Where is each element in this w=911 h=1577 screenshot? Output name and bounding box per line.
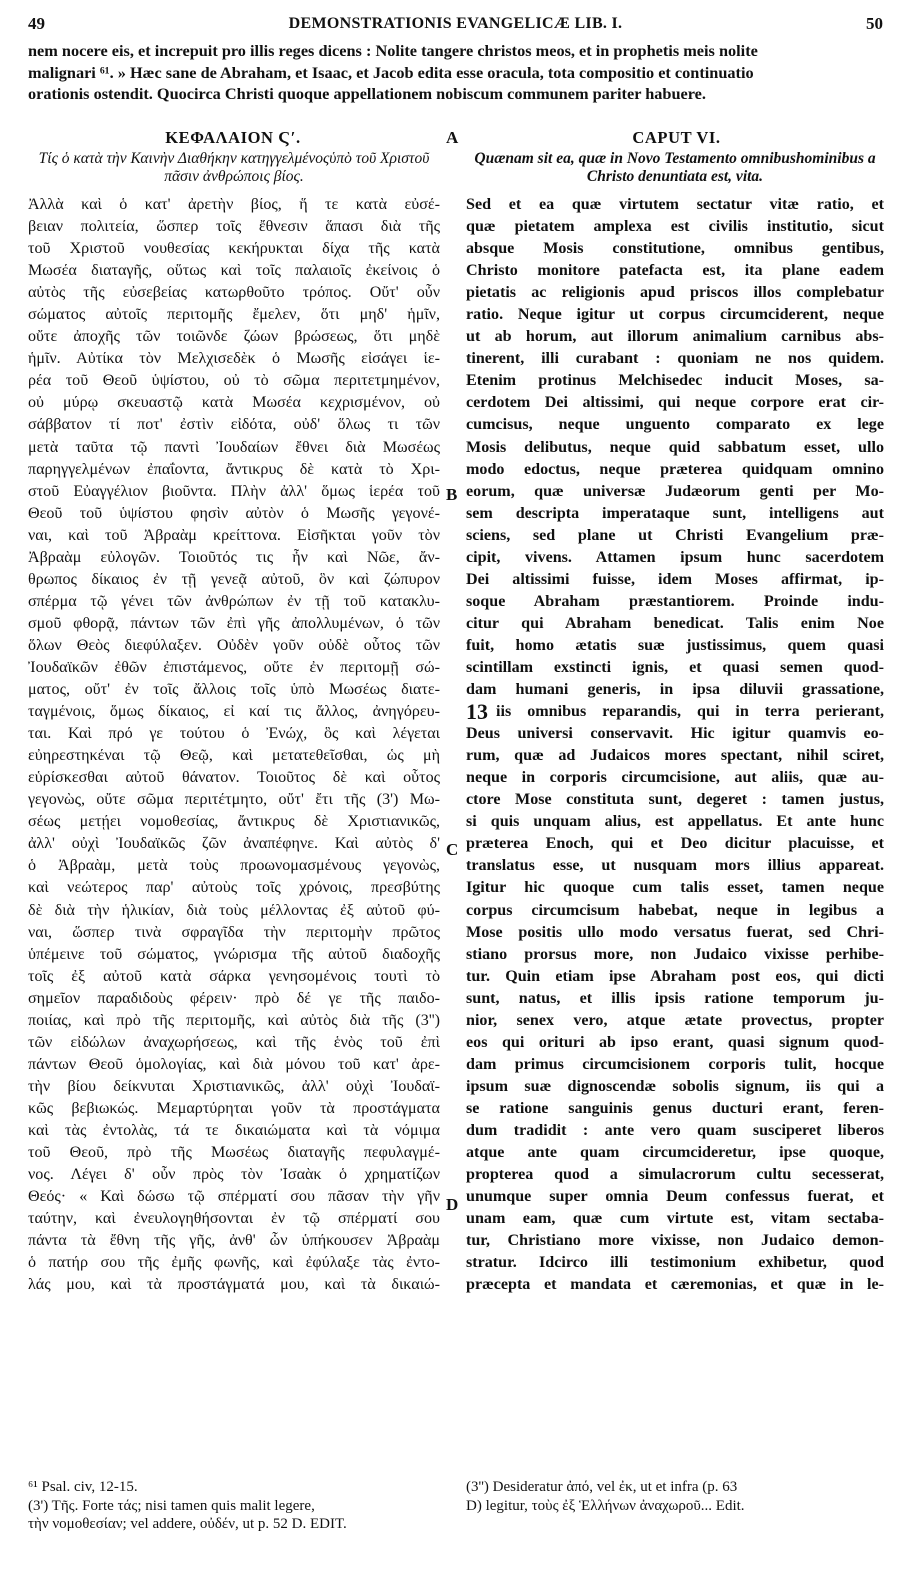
latin-text-line: Etenim protinus Melchisedec inducit Moses, sa- (466, 372, 884, 390)
greek-text-line: στοῦ Εὐαγγέλιον βιοῦντα. Πλὴν ἀλλ' ὅμως ἱερέα τοῦ (28, 482, 440, 500)
greek-text-line: τοῦ Θεοῦ, πρὸ τῆς Μωσέως διαταγῆς πεφυλαγμέ- (28, 1144, 440, 1162)
latin-text-line: translatus esse, ut nusquam mors illius appareat. (466, 857, 884, 875)
latin-text-line: Sed et ea quæ virtutem sectatur vitæ ratio, et (466, 196, 884, 213)
greek-text-line: μετὰ ταῦτα τῷ παντὶ Ἰουδαίων ἔθνει διὰ Μωσέως (28, 438, 440, 456)
latin-footnote-line: D) legitur, τοὺς ἐξ Ἑλλήνων ἀναχωροῦ... Edit. (466, 1497, 745, 1514)
greek-text-line: καὶ νεώτερος παρ' αὐτοὺς τοῖς χρόνοις, πρεσβύτης (28, 879, 440, 897)
margin-marker-c: C (446, 840, 459, 859)
greek-text-line: βειαν πολιτεία, ὥσπερ τοῖς ἔθνεσιν ἅπασι διὰ τῆς (28, 218, 440, 236)
latin-text-line: quæ pietatem amplexa est civilis institutio, sicut (466, 218, 884, 236)
greek-text-line: τὴν βίου δείκνυται Χριστιανικῶς, ἀλλ' οὐχὶ Ἰουδαϊ- (28, 1077, 440, 1095)
page-number-left: 49 (28, 14, 45, 33)
greek-text-line: Ἰουδαϊκῶν ἐθῶν ἐπιστάμενος, οὔτε ἐν περιτομῇ σώ- (28, 658, 440, 676)
inline-page-number: 13 (466, 699, 488, 724)
greek-text-line: τῶν εἰδώλων ἀναχωρήσεως, καὶ τῆς ἑνὸς τοῦ ἐπὶ (28, 1033, 440, 1051)
greek-text-line: ναι, καὶ τοῦ Ἀβραὰμ κρείττονα. Εἰσῆκται γοῦν τὸν (28, 526, 440, 544)
latin-text-line: soque Abraham præstantiorem. Proinde indu- (466, 592, 884, 610)
latin-text-line: Igitur hic quoque cum talis esset, tamen neque (466, 879, 884, 897)
greek-text-line: τοῖς ἐξ αὐτοῦ κατὰ σάρκα γενησομένοις τουτὶ τὸ (28, 967, 440, 985)
latin-text-line: fuit, homo ætatis suæ justissimus, quem quasi (466, 636, 884, 654)
latin-text-line: tur. Quin etiam ipse Abraham post eos, qui dicti (466, 967, 884, 985)
latin-text-line: se ratione sanguinis genus ducturi erant, feren- (466, 1099, 884, 1117)
greek-text-line: πάντα τὰ ἔθνη τῆς γῆς, ἀνθ' ὧν ὑπήκουσεν Ἀβραὰμ (28, 1232, 440, 1250)
greek-subtitle-line: Τίς ὁ κατὰ τὴν Καινὴν Διαθήκην κατηγγελμένος (38, 150, 330, 167)
latin-text-line: scintillam exstincti ignis, et quasi semen quod- (466, 658, 884, 676)
greek-text-line: καὶ τὰς ἐντολὰς, τά τε δικαιώματα καὶ τὰ νόμιμα (28, 1121, 440, 1139)
latin-text-line: stiano prorsus more, non Judaico vixisse perhibe- (466, 945, 884, 963)
latin-text-line: corpus circumcisum habebat, neque in legibus a (466, 901, 884, 919)
greek-column (28, 194, 440, 1296)
margin-marker-a: A (446, 128, 459, 147)
latin-text-line: citur qui Abraham benedicat. Talis enim Noe (466, 614, 884, 632)
intro-line: nem nocere eis, et increpuit pro illis reges dicens : Nolite tangere christos meos, et in prophetis meis nolite (28, 41, 758, 60)
greek-text-line: σημεῖον παραδιδοὺς φέρειν· πρὸ δέ γε τῆς παιδο- (28, 989, 440, 1007)
greek-text-line: αὐτὸς τῆς εὐσεβείας κατωρθοῦτο τρόπος. Οὔτ' οὖν (28, 284, 440, 302)
greek-text-line: λάς μου, καὶ τὰ προστάγματά μου, καὶ τὰ δικαιώ- (28, 1276, 440, 1294)
latin-subtitle-line: Quænam sit ea, quæ in Novo Testamento omnibus (474, 150, 796, 167)
greek-text-line: οὐ μύρῳ σκευαστῷ κατὰ Μωσέα κεχρισμένον, οὐ (28, 394, 440, 412)
greek-text-line: εὐηρεστηκέναι τῷ Θεῷ, καὶ μετατεθεῖσθαι, ὡς μὴ (28, 747, 440, 765)
greek-text-line: ταγμένοις, ὅμως δίκαιος, εἰ καί τις ἄλλος, ἀνηγόρευ- (28, 703, 440, 721)
latin-text-line: Deus universi conservavit. Hic igitur quamvis eo- (466, 725, 884, 743)
latin-text-line: Mose positis ullo modo versatus fuerat, sed Chri- (466, 923, 884, 941)
latin-text-line: Dei altissimi fuisse, idem Moses affirmat, ip- (466, 570, 884, 588)
latin-text-line: cerdotem Dei altissimi, qui neque corpore erat cir- (466, 394, 884, 412)
greek-text-line: δὲ διὰ τὴν ἡλικίαν, διὰ τοὺς μέλλοντας ἐξ αὐτοῦ φύ- (28, 901, 440, 919)
latin-text-line: ipsum suæ dignoscendæ sobolis signum, iis qui a (466, 1077, 884, 1095)
latin-footnotes (466, 1478, 884, 1515)
greek-text-line: σέως μετῄει νομοθεσίας, ἄντικρυς δὲ Χριστιανικῶς, (28, 813, 440, 831)
latin-column (466, 194, 884, 1296)
greek-text-line: Ἀλλὰ καὶ ὁ κατ' ἀρετὴν βίος, ἥ τε κατὰ εὐσέ- (28, 196, 440, 213)
latin-chapter-heading: CAPUT VI. (632, 128, 721, 147)
greek-text-line: οὔτε ἀποχῆς τῶν τοιῶνδε ζώων βρώσεως, ὅτι μηδὲ (28, 328, 440, 346)
greek-text-line: σώματος αὐτοῖς περιτομῆς ἔμελεν, ὅτι μηδ' ἡμῖν, (28, 306, 440, 324)
latin-text-line: tur, Christiano more vixisse, non Judaico demon- (466, 1232, 884, 1250)
latin-text-line: ut ab horum, aut illorum animalium carnibus abs- (466, 328, 884, 346)
greek-text-line: ποιίας, καὶ πρὸ τῆς περιτομῆς, καὶ αὐτὸς διὰ τῆς (3'') (28, 1011, 440, 1029)
greek-text-line: θρωπος δίκαιος ἐν τῇ γενεᾷ αὐτοῦ, ὃν καὶ ζώπυρον (28, 570, 440, 588)
latin-text-line: Mosis delibutus, neque quid sabbatum esset, ullo (466, 438, 884, 456)
greek-text-line: κῶς βεβιωκώς. Μεμαρτύρηται γοῦν τὰ προστάγματα (28, 1099, 440, 1117)
greek-chapter-heading: ΚΕΦΑΛΑΙΟΝ Ϛʹ. (165, 128, 301, 147)
greek-text-line: Θεοῦ τοῦ ὑψίστου φησὶν αὐτὸν ὁ Μωσῆς γεγονέ- (28, 504, 440, 522)
greek-text-line: Ἀβραὰμ εὐλογῶν. Τοιοῦτός τις ἦν καὶ Νῶε, ἄν- (28, 548, 440, 566)
latin-text-line: dum tradidit : ante vero quam susciperet liberos (466, 1121, 884, 1139)
greek-text-line: παρηγγελμένων ἐπαΐοντα, ἄντικρυς δὲ κατὰ τὸ Χρι- (28, 460, 440, 478)
latin-text-line: neque in corporis circumcisione, aut aliis, quæ au- (466, 769, 884, 787)
latin-text-line: sciens, sed plane ut Christi Evangelium præ- (466, 526, 884, 544)
greek-footnote-line: τὴν νομοθεσίαν; vel addere, οὐδέν, ut p. 52 D. EDIT. (28, 1516, 347, 1532)
latin-text-line: stratur. Idcirco illi testimonium exhibetur, quod (466, 1254, 884, 1272)
greek-text-line: ναι, ὥσπερ τινὰ σφραγῖδα τὴν περιτομὴν πρῶτος (28, 923, 440, 941)
latin-text-line: eorum, quæ universæ Judæorum genti per Mo- (466, 482, 884, 500)
greek-text-line: ματος, οὔτ' ἐν τοῖς ἄλλοις τοῖς ὑπὸ Μωσέως διατε- (28, 681, 440, 699)
greek-text-line: σπέρμα τῷ γένει τῶν ἀνθρώπων ἐν τῇ τοῦ κατακλυ- (28, 592, 440, 610)
greek-text-line: γεγονὼς, οὔτε σῶμα περιτέτμητο, οὔτ' ἔτι τῆς (3') Μω- (28, 791, 440, 809)
latin-text-line: tinerent, illi curabant : quoniam ne nos quidem. (466, 350, 884, 368)
latin-text-line: nior, senex vero, atque ætate provectus, propter (466, 1011, 884, 1029)
greek-text-line: ρέα τοῦ Θεοῦ ὑψίστου, οὐ τὸ σῶμα περιτετμημένον, (28, 372, 440, 390)
greek-text-line: ὁ πατήρ σου τῆς ἐμῆς φωνῆς, καὶ ἐφύλαξε τὰς ἐντο- (28, 1254, 440, 1272)
greek-subtitle-line: ὑπὸ τοῦ Χριστοῦ πᾶσιν ἀνθρώποις βίος. (164, 150, 430, 185)
greek-text-line: νος. Λέγει δ' οὖν πρὸς τὸν Ἰσαὰκ ὁ χρηματίζων (28, 1166, 440, 1184)
latin-text-line: si quis unquam alius, est appellatus. Et ante hunc (466, 813, 884, 831)
greek-chapter-subtitle (28, 150, 440, 185)
greek-footnote-line: (3') Τῆς. Forte τάς; nisi tamen quis malit legere, (28, 1497, 315, 1514)
greek-text-line: εὑρίσκεσθαι αὐτοῦ θάνατον. Τοιοῦτος δὲ καὶ οὗτος (28, 769, 440, 787)
greek-footnotes (28, 1478, 440, 1534)
intro-line: malignari ⁶¹. » Hæc sane de Abraham, et Isaac, et Jacob edita esse oracula, tota compositio et continuatio (28, 62, 754, 82)
greek-text-line: ἡμῖν. Αὐτίκα τὸν Μελχισεδὲκ ὁ Μωσῆς εἰσάγει ἱε- (28, 350, 440, 368)
intro-paragraph (28, 40, 887, 105)
greek-text-line: τοῦ Χριστοῦ νουθεσίας κεκήρυκται δίχα τῆς κατὰ (28, 240, 440, 258)
greek-text-line: ὅλων Θεὸς διεφύλαξεν. Οὐδὲν γοῦν οὐδὲ οὗτος τῶν (28, 636, 440, 654)
greek-text-line: Θεός· « Καὶ δώσω τῷ σπέρματί σου πᾶσαν τὴν γῆν (28, 1188, 440, 1206)
margin-marker-b: B (446, 485, 458, 504)
latin-text-line: præterea Enoch, qui et Deo dicitur placuisse, et (466, 835, 884, 853)
page-header (28, 14, 883, 38)
greek-text-line: πάντων Θεοῦ ὁμολογίας, καὶ διὰ μόνου τοῦ κατ' ἀρε- (28, 1055, 440, 1073)
latin-text-line: iis omnibus reparandis, qui in terra perierant, (496, 703, 884, 721)
latin-text-line: sem descripta imperataque sunt, intelligens aut (466, 504, 884, 522)
latin-text-line: sunt, natus, et illis ipsis ratione temporum ju- (466, 989, 884, 1007)
latin-text-line: atque ante quam circumcideretur, ipse quoque, (466, 1144, 884, 1162)
intro-line: orationis ostendit. Quocirca Christi quoque appellationem nobiscum communem pariter habuere. (28, 84, 706, 103)
latin-text-line: unam eam, quæ cum virtute est, vitam sectaba- (466, 1210, 884, 1228)
latin-text-line: unumque super omnia Deum confessus fuerat, et (466, 1188, 884, 1206)
greek-text-line: ὁ Ἀβραὰμ, μετὰ τοὺς προωνομασμένους γεγονὼς, (28, 857, 440, 875)
latin-text-line: ctore Mose constituta sunt, degeret : tamen justus, (466, 791, 884, 809)
greek-footnote-line: ⁶¹ Psal. civ, 12-15. (28, 1479, 138, 1495)
latin-chapter-subtitle (466, 150, 884, 185)
latin-text-line: cumcisus, neque unguento comparato ex lege (466, 416, 884, 434)
latin-footnote-line: (3'') Desideratur ἀπό, vel ἐκ, ut et infra (p. 63 (466, 1479, 738, 1495)
greek-text-line: σάββατον τί ποτ' ἐστὶν εἰδότα, οὐδ' ὅλως τι τῶν (28, 416, 440, 434)
greek-text-line: ἀλλ' οὐχὶ Ἰουδαϊκῶς ζῶν ἀναπέφηνε. Καὶ αὐτὸς δ' (28, 835, 440, 853)
greek-text-line: ταύτην, καὶ ἐνευλογηθήσονται ἐν τῷ σπέρματί σου (28, 1210, 440, 1228)
greek-text-line: ὑπέμεινε τοῦ σώματος, γνώρισμα τῆς αὐτοῦ διαδοχῆς (28, 945, 440, 963)
latin-text-line: modo edoctus, neque præterea quidquam omnino (466, 460, 884, 478)
greek-text-line: σμοῦ φθορᾷ, πάντων τῶν ἐπὶ γῆς ἀπολλυμένων, ὁ τῶν (28, 614, 440, 632)
latin-text-line: Christo monitore patefacta est, ita plane eadem (466, 262, 884, 280)
greek-text-line: Μωσέα διαταγῆς, οὕτως καὶ τοῖς παλαιοῖς ἐκείνοις ὁ (28, 262, 440, 280)
latin-text-line: præcepta et mandata et cæremonias, et quæ in le- (466, 1276, 884, 1294)
greek-text-line: ται. Καὶ πρό γε τούτου ὁ Ἐνώχ, ὃς καὶ λέγεται (28, 725, 440, 743)
latin-text-line: rum, quæ ad Judaicos mores spectant, nihil sciret, (466, 747, 884, 765)
latin-text-line: eos qui orituri ab ipso erant, quasi signum quod- (466, 1033, 884, 1051)
margin-marker-d: D (446, 1195, 459, 1214)
latin-text-line: ratio. Neque igitur ut corpus circumciderent, neque (466, 306, 884, 324)
latin-text-line: propterea quod a simulacrorum cultu secesserat, (466, 1166, 884, 1184)
running-title: DEMONSTRATIONIS EVANGELICÆ LIB. I. (288, 15, 623, 32)
latin-text-line: absque Mosis constitutione, omnibus gentibus, (466, 240, 884, 258)
latin-subtitle-line: hominibus a Christo denuntiata est, vita. (586, 150, 876, 185)
latin-text-line: pietatis ac religionis apud priscos illos complebatur (466, 284, 884, 302)
latin-text-line: dam primus circumcisionem corporis tulit, hocque (466, 1055, 884, 1073)
latin-text-line: dam humani generis, in ipsa diluvii grassatione, (466, 681, 884, 699)
latin-text-line: cipit, vivens. Attamen ipsum hunc sacerdotem (466, 548, 884, 566)
page-number-right: 50 (866, 14, 883, 33)
